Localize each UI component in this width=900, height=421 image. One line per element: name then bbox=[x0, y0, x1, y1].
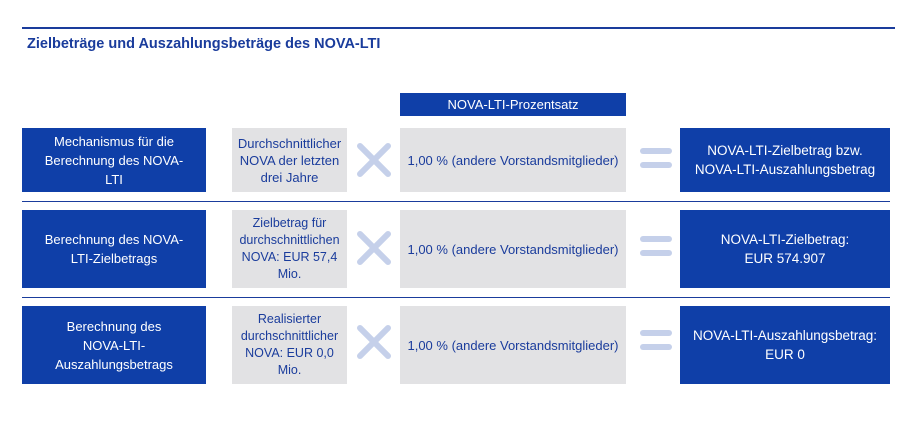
row-1-result-text: NOVA-LTI-Zielbetrag bzw. NOVA-LTI-Auszahlungsbetrag bbox=[694, 143, 876, 177]
row-3-percentage bbox=[400, 306, 626, 384]
row-2-nova-text: Zielbetrag für durchschnittlichen NOVA: EUR 57,4 Mio. bbox=[239, 216, 340, 281]
row-1-percentage bbox=[400, 128, 626, 192]
row-divider bbox=[22, 297, 890, 298]
row-divider bbox=[22, 201, 890, 202]
row-2-label-text: Berechnung des NOVA-LTI-Zielbetrags bbox=[44, 232, 184, 266]
multiply-icon bbox=[356, 324, 392, 360]
row-1-nova-text: Durchschnittlicher NOVA der letzten drei Jahre bbox=[237, 135, 342, 185]
row-3-nova bbox=[232, 306, 347, 384]
row-1-label bbox=[22, 128, 206, 192]
row-3-nova-text: Realisierter durchschnittlicher NOVA: EUR 0,0 Mio. bbox=[240, 312, 339, 377]
page-title: Zielbeträge und Auszahlungsbeträge des NOVA-LTI bbox=[27, 36, 381, 52]
row-1-percentage-text: 1,00 % (andere Vorstandsmitglieder) bbox=[407, 152, 619, 168]
row-3-label bbox=[22, 306, 206, 384]
row-2-nova bbox=[232, 210, 347, 288]
equals-icon bbox=[640, 236, 672, 256]
multiply-icon bbox=[356, 142, 392, 178]
row-2-result bbox=[680, 210, 890, 288]
row-3-label-text: Berechnung des NOVA-LTI-Auszahlungsbetrags bbox=[55, 318, 173, 372]
row-1-nova bbox=[232, 128, 347, 192]
row-2-label bbox=[22, 210, 206, 288]
equals-icon bbox=[640, 148, 672, 168]
multiply-icon bbox=[356, 230, 392, 266]
equals-icon bbox=[640, 330, 672, 350]
row-1-result bbox=[680, 128, 890, 192]
row-1-label-text: Mechanismus für die Berechnung des NOVA-LTI bbox=[44, 133, 184, 187]
row-2-percentage bbox=[400, 210, 626, 288]
row-3-result-text: NOVA-LTI-Auszahlungsbetrag: EUR 0 bbox=[692, 328, 878, 362]
row-3-result bbox=[680, 306, 890, 384]
row-2-percentage-text: 1,00 % (andere Vorstandsmitglieder) bbox=[407, 241, 619, 257]
row-2-result-text: NOVA-LTI-Zielbetrag: EUR 574.907 bbox=[720, 232, 850, 266]
top-rule bbox=[22, 27, 895, 29]
row-3-percentage-text: 1,00 % (andere Vorstandsmitglieder) bbox=[407, 337, 619, 353]
percentage-header: NOVA-LTI-Prozentsatz bbox=[400, 93, 626, 116]
